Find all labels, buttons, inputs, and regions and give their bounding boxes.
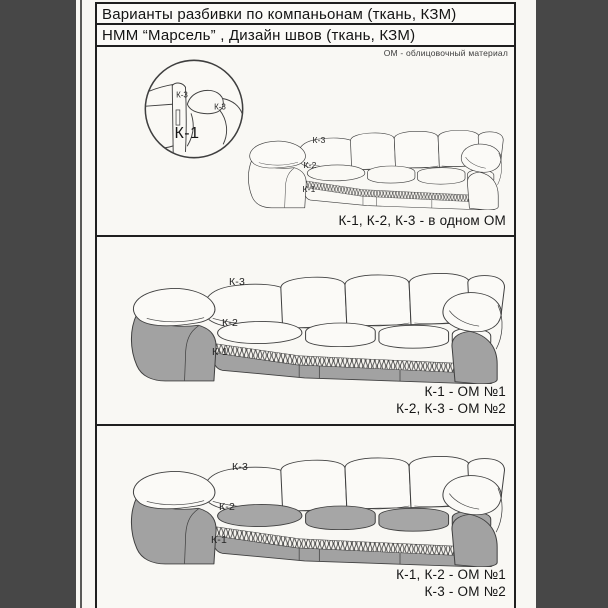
document-title: Варианты разбивки по компаньонам (ткань, КЗМ) [95, 2, 516, 25]
panel-variant-2 [95, 237, 516, 426]
sofa1-label-k1: К-1 [302, 184, 316, 194]
document-subtitle: НММ “Марсель” , Дизайн швов (ткань, КЗМ) [95, 25, 516, 47]
panel3-caption-line1: К-1, К-2 - ОМ №1 [396, 567, 506, 582]
inset-label-k3-arm: К-3 [214, 102, 226, 112]
sofa2-label-k1: К-1 [211, 346, 229, 358]
om-legend-note: ОМ - облицовочный материал [383, 48, 508, 58]
sofa3-label-k2: К-2 [218, 501, 236, 513]
inset-label-k1-main: К-1 [174, 125, 200, 142]
sofa1-label-k3: К-3 [312, 135, 326, 145]
panel2-caption-line1: К-1 - ОМ №1 [424, 384, 506, 399]
sofa3-label-k1: К-1 [210, 534, 228, 546]
sofa1-label-k2: К-2 [303, 160, 317, 170]
sofa-drawing-variant-1 [244, 122, 507, 210]
sofa2-label-k2: К-2 [221, 317, 239, 329]
sofa-drawing-variant-3 [125, 445, 510, 567]
panel2-caption [396, 383, 506, 417]
panel-variant-1 [95, 47, 516, 237]
panel3-caption [396, 566, 506, 600]
panel3-caption-line2: К-3 - ОМ №2 [424, 584, 506, 599]
corner-detail-inset-drawing [142, 57, 246, 161]
sofa3-label-k3: К-3 [231, 461, 249, 473]
panel1-caption: К-1, К-2, К-3 - в одном ОМ [338, 213, 506, 228]
inset-label-k3-top: К-3 [176, 90, 188, 100]
page-edge-line [80, 0, 82, 608]
panel-variant-3 [95, 426, 516, 608]
panel2-caption-line2: К-2, К-3 - ОМ №2 [396, 401, 506, 416]
sofa2-label-k3: К-3 [228, 276, 246, 288]
sofa-drawing-variant-2 [125, 262, 510, 384]
